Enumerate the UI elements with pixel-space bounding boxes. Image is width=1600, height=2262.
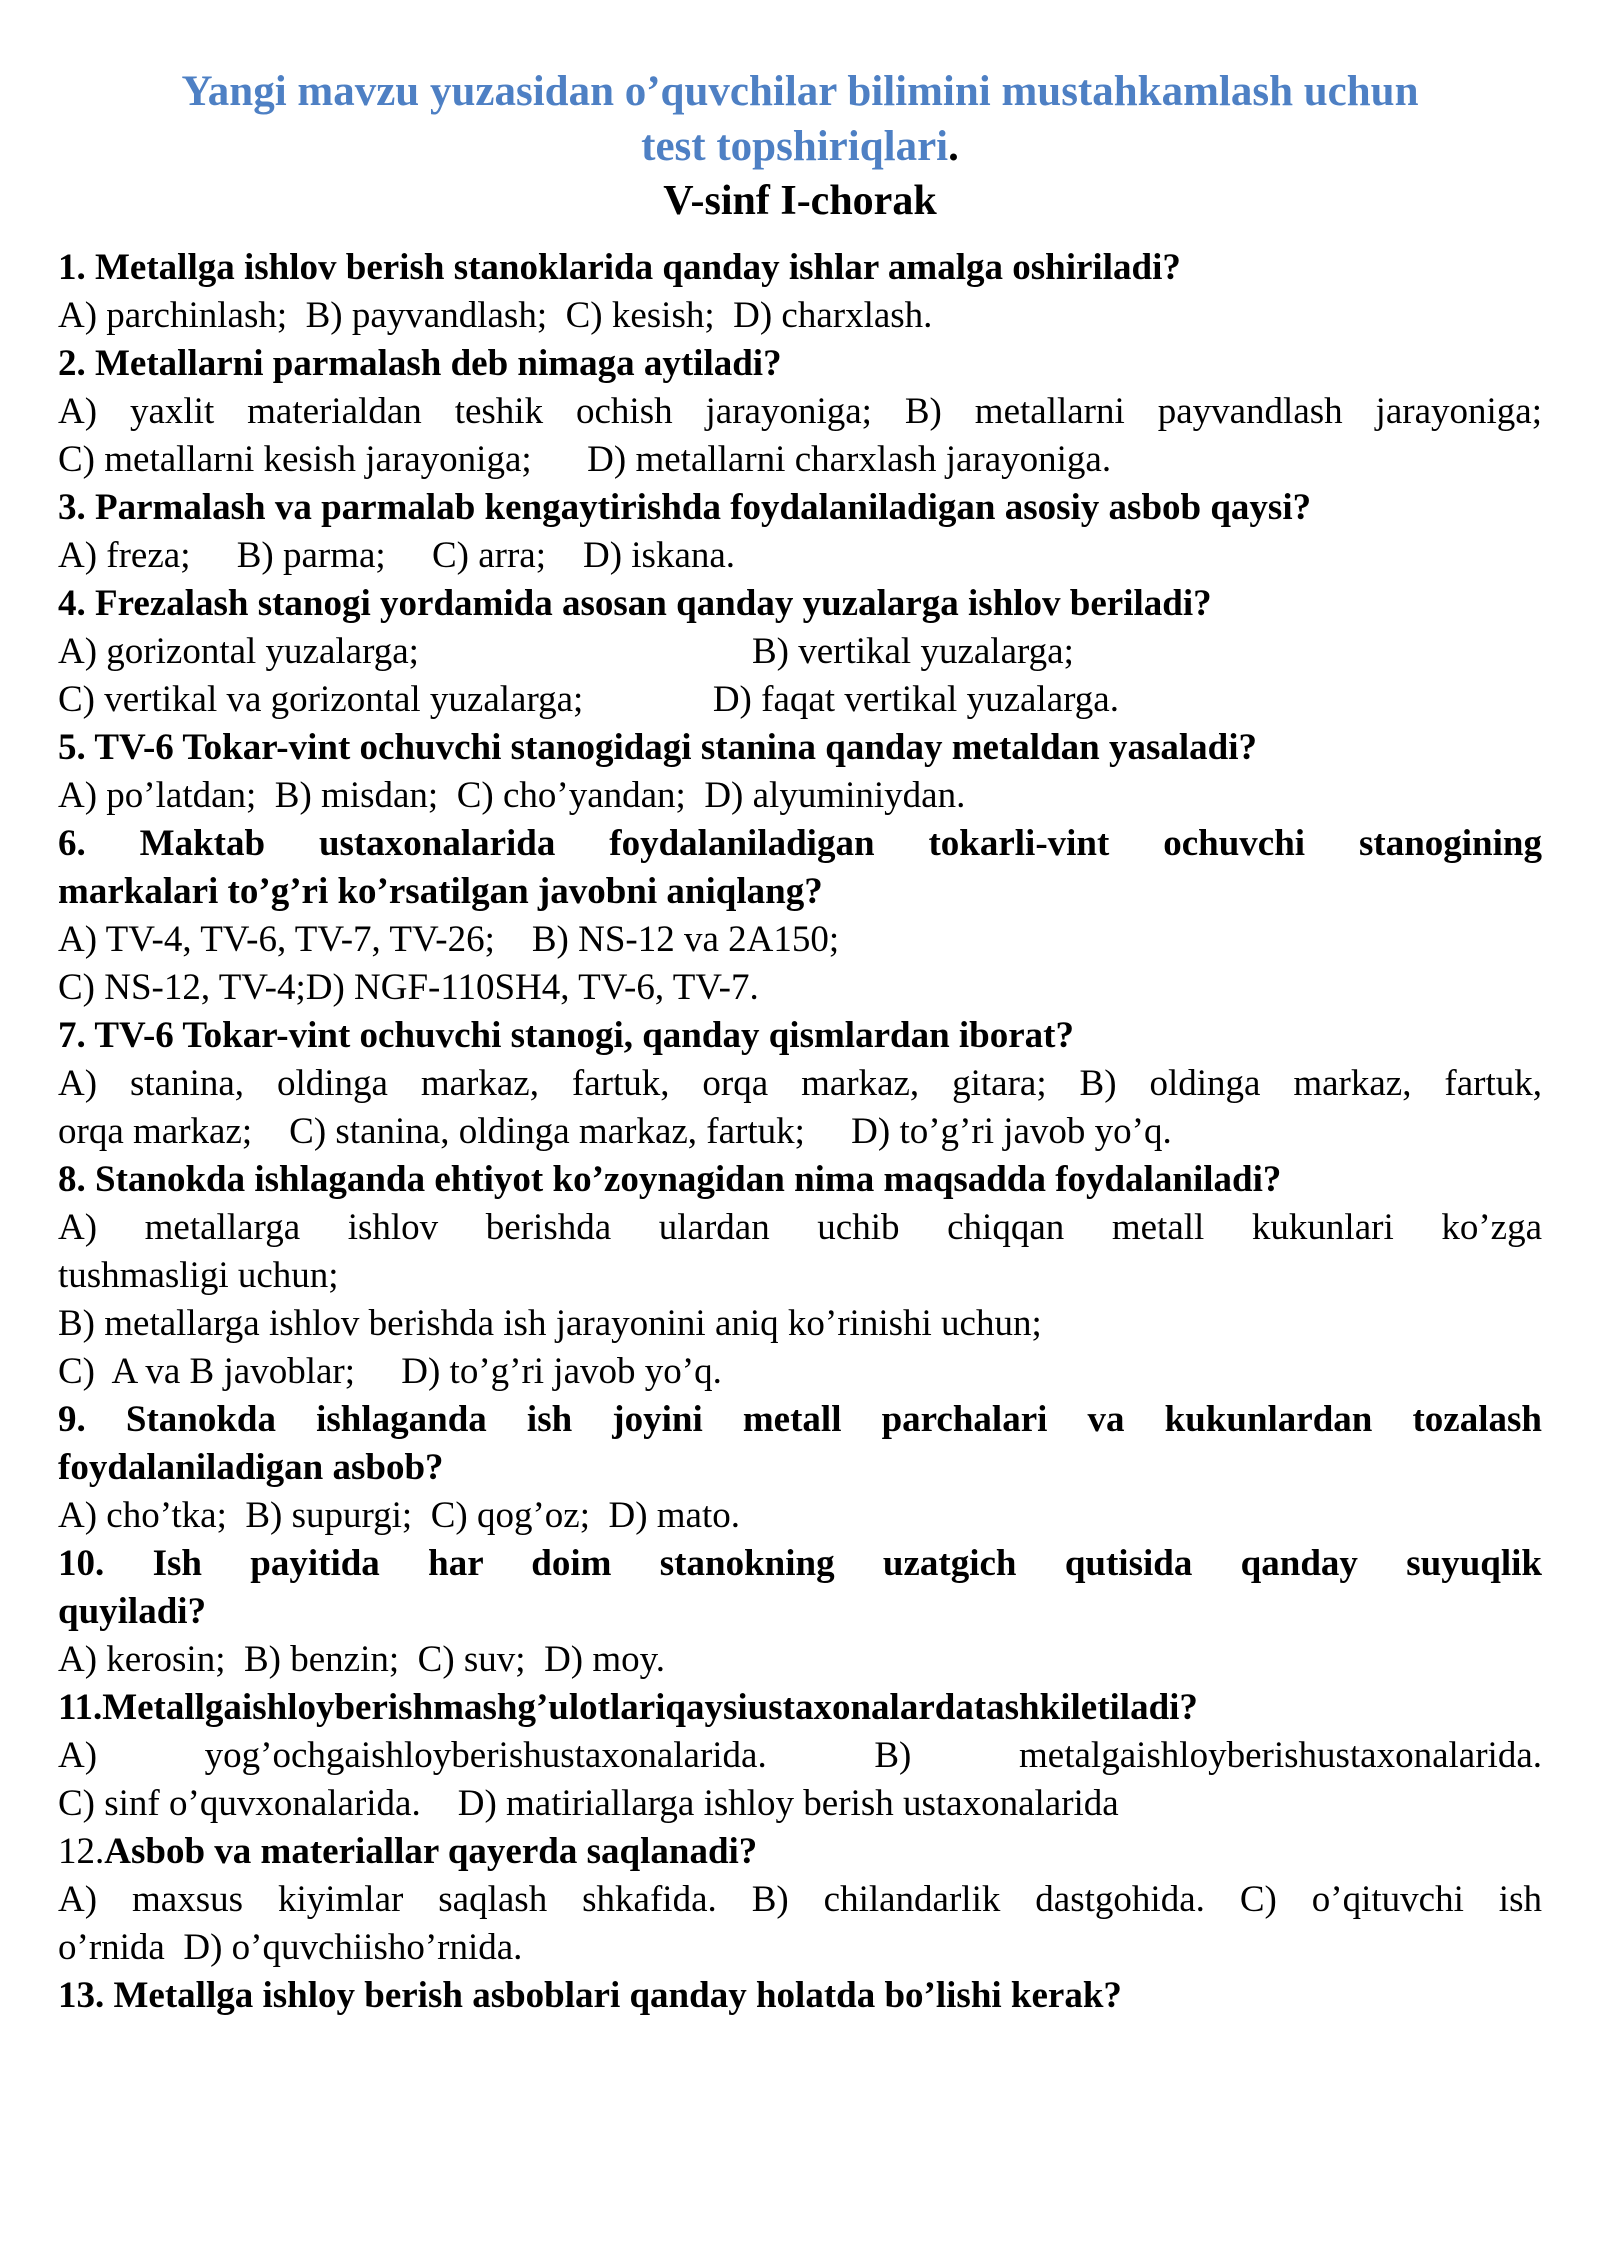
question-text-line: 10. Ish payitida har doim stanokning uzatgich qutisida qanday suyuqlik — [58, 1543, 1542, 1584]
answer-options-line: o’rnida D) o’quvchiisho’rnida. — [58, 1927, 523, 1968]
question-text-line: 13. Metallga ishloy berish asboblari qanday holatda bo’lishi kerak? — [58, 1975, 1122, 2016]
question-text-line: 5. TV-6 Tokar-vint ochuvchi stanogidagi stanina qanday metaldan yasaladi? — [58, 727, 1258, 768]
question-text-line: 8. Stanokda ishlaganda ehtiyot ko’zoynagidan nima maqsadda foydalaniladi? — [58, 1159, 1282, 1200]
document-title-line-2 — [58, 119, 1542, 174]
answer-options-line: A) yog’ochgaishloyberishustaxonalarida. B) metalgaishloyberishustaxonalarida. — [58, 1735, 1542, 1776]
document-title-line-1: Yangi mavzu yuzasidan o’quvchilar bilimini mustahkamlash uchun — [181, 68, 1419, 115]
question-text-line: 1. Metallga ishlov berish stanoklarida qanday ishlar amalga oshiriladi? — [58, 247, 1181, 288]
questions-body — [58, 244, 1542, 2020]
question-text-segment: Asbob va materiallar qayerda saqlanadi? — [104, 1831, 758, 1872]
answer-options-line: A) maxsus kiyimlar saqlash shkafida. B) chilandarlik dastgohida. C) o’qituvchi ish — [58, 1879, 1542, 1920]
answer-options-line: orqa markaz; C) stanina, oldinga markaz, fartuk; D) to’g’ri javob yo’q. — [58, 1111, 1172, 1152]
answer-options-line: C) metallarni kesish jarayoniga; D) metallarni charxlash jarayoniga. — [58, 439, 1112, 480]
answer-options-line: A) freza; B) parma; C) arra; D) iskana. — [58, 535, 736, 576]
answer-options-line: A) gorizontal yuzalarga; B) vertikal yuzalarga; — [58, 631, 1074, 672]
answer-options-line: A) cho’tka; B) supurgi; C) qog’oz; D) mato. — [58, 1495, 741, 1536]
question-number-segment: 12. — [58, 1831, 105, 1872]
document-title-block — [58, 64, 1542, 228]
answer-options-line: C) vertikal va gorizontal yuzalarga; D) faqat vertikal yuzalarga. — [58, 679, 1119, 720]
question-text-line: foydalaniladigan asbob? — [58, 1447, 444, 1488]
answer-options-line: tushmasligi uchun; — [58, 1255, 339, 1296]
answer-options-line: A) TV-4, TV-6, TV-7, TV-26; B) NS-12 va 2A150; — [58, 919, 840, 960]
answer-options-line: C) sinf o’quvxonalarida. D) matiriallarga ishloy berish ustaxonalarida — [58, 1783, 1119, 1824]
answer-options-line: A) metallarga ishlov berishda ulardan uchib chiqqan metall kukunlari ko’zga — [58, 1207, 1542, 1248]
document-title-line-2-text: test topshiriqlari — [641, 123, 949, 170]
answer-options-line: A) po’latdan; B) misdan; C) cho’yandan; D) alyuminiydan. — [58, 775, 966, 816]
answer-options-line: A) yaxlit materialdan teshik ochish jarayoniga; B) metallarni payvandlash jarayoniga; — [58, 391, 1542, 432]
question-text-line: 9. Stanokda ishlaganda ish joyini metall parchalari va kukunlardan tozalash — [58, 1399, 1542, 1440]
answer-options-line: A) kerosin; B) benzin; C) suv; D) moy. — [58, 1639, 665, 1680]
question-text-line: 3. Parmalash va parmalab kengaytirishda foydalaniladigan asosiy asbob qaysi? — [58, 487, 1312, 528]
question-text-line — [58, 1828, 1542, 1876]
answer-options-line: C) NS-12, TV-4;D) NGF-110SH4, TV-6, TV-7. — [58, 967, 759, 1008]
question-text-line: 11.Metallgaishloyberishmashg’ulotlariqaysiustaxonalardatashkiletiladi? — [58, 1687, 1198, 1728]
question-text-line: 4. Frezalash stanogi yordamida asosan qanday yuzalarga ishlov beriladi? — [58, 583, 1212, 624]
document-title-period: . — [948, 123, 959, 170]
answer-options-line: A) parchinlash; B) payvandlash; C) kesish; D) charxlash. — [58, 295, 933, 336]
question-text-line: 2. Metallarni parmalash deb nimaga aytiladi? — [58, 343, 782, 384]
question-text-line: 6. Maktab ustaxonalarida foydalaniladigan tokarli-vint ochuvchi stanogining — [58, 823, 1542, 864]
question-text-line: markalari to’g’ri ko’rsatilgan javobni aniqlang? — [58, 871, 823, 912]
answer-options-line: A) stanina, oldinga markaz, fartuk, orqa markaz, gitara; B) oldinga markaz, fartuk, — [58, 1063, 1542, 1104]
question-text-line: quyiladi? — [58, 1591, 207, 1632]
question-text-line: 7. TV-6 Tokar-vint ochuvchi stanogi, qanday qismlardan iborat? — [58, 1015, 1075, 1056]
answer-options-line: B) metallarga ishlov berishda ish jarayonini aniq ko’rinishi uchun; — [58, 1303, 1042, 1344]
answer-options-line: C) A va B javoblar; D) to’g’ri javob yo’q. — [58, 1351, 722, 1392]
document-subtitle: V-sinf I-chorak — [663, 178, 937, 224]
